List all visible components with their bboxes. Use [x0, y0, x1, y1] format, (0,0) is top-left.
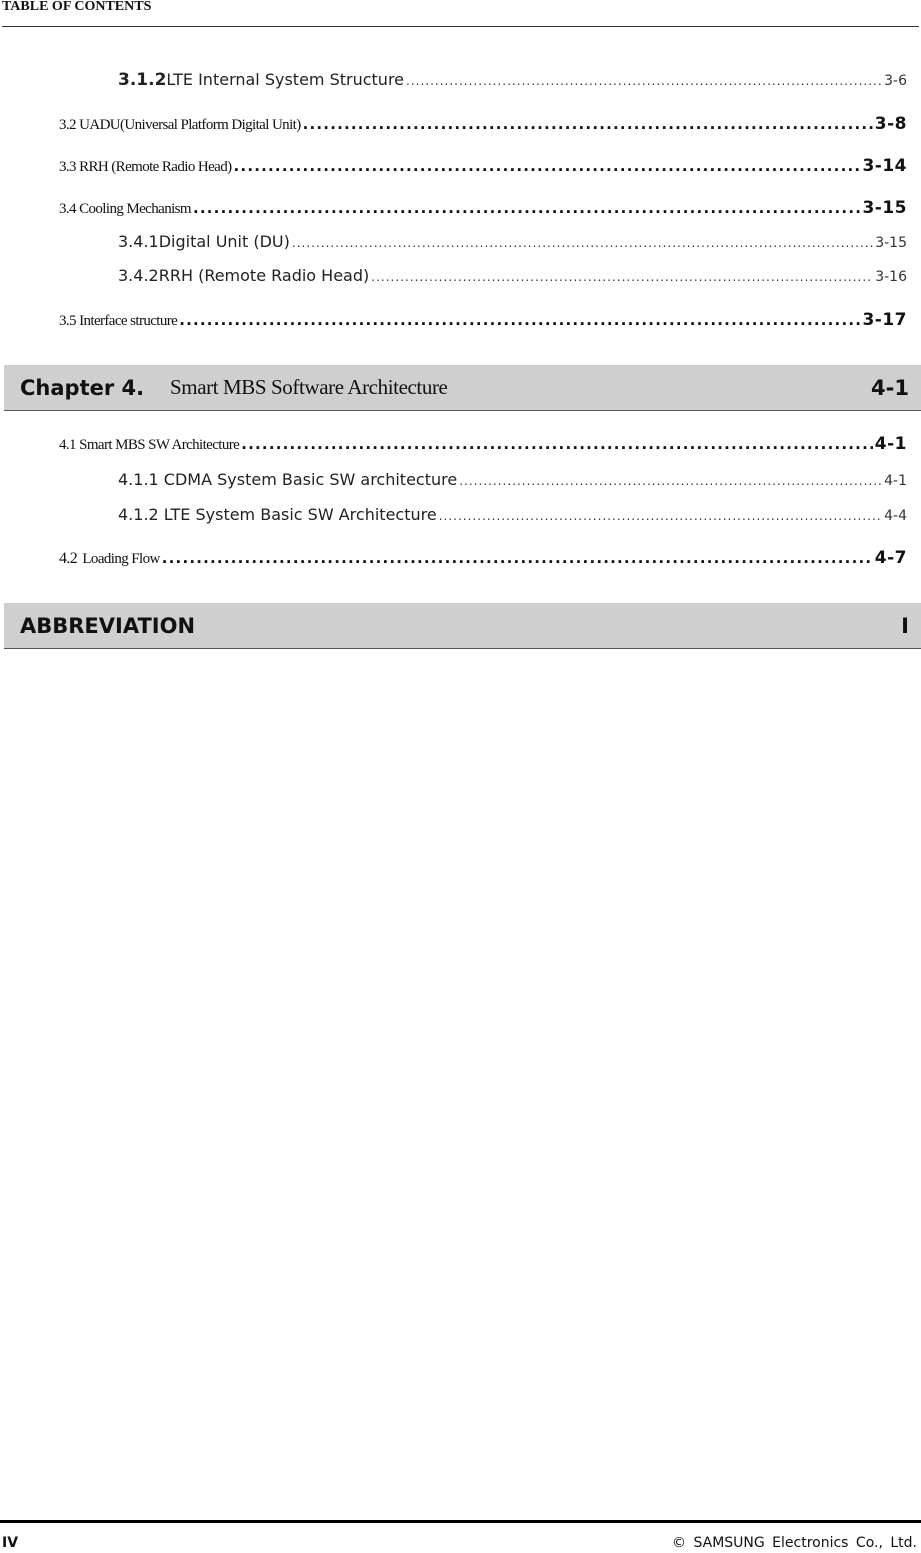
toc-entry-page: 3-17 [862, 310, 907, 330]
toc-entry-title: 4.1.1 CDMA System Basic SW architecture [118, 470, 458, 489]
footer-copyright: © SAMSUNG Electronics Co., Ltd. [672, 1535, 917, 1551]
chapter-4-heading[interactable] [4, 365, 921, 411]
toc-leader-dots [292, 236, 873, 250]
toc-entry-page: 4-1 [874, 434, 907, 454]
footer-page-number: IV [2, 1535, 19, 1551]
toc-leader-dots [179, 311, 860, 329]
header-title: TABLE OF CONTENTS [2, 0, 152, 14]
toc-entry-3-4[interactable] [59, 198, 907, 218]
toc-leader-dots [234, 157, 861, 175]
toc-leader-dots [371, 270, 873, 284]
toc-entry-page: 3-16 [875, 269, 907, 285]
toc-entry-number: 3.4.1 [118, 232, 159, 251]
page-footer [0, 1520, 921, 1553]
toc-entry-page: 4-1 [884, 473, 907, 489]
toc-entry-4-2[interactable] [59, 548, 907, 568]
toc-entry-3-3[interactable] [59, 156, 907, 176]
abbreviation-page: I [901, 613, 909, 638]
toc-leader-dots [303, 115, 873, 133]
toc-leader-dots [241, 435, 873, 453]
toc-entry-page: 3-15 [862, 198, 907, 218]
toc-entry-4-1-1[interactable] [118, 470, 907, 489]
toc-leader-dots [406, 74, 882, 88]
toc-leader-dots [439, 509, 882, 523]
toc-entry-page: 3-14 [862, 156, 907, 176]
toc-entry-page: 3-6 [884, 73, 907, 89]
chapter-page: 4-1 [871, 375, 909, 400]
toc-entry-page: 4-7 [874, 548, 907, 568]
toc-leader-dots [459, 474, 882, 488]
toc-entry-title: 4.1 Smart MBS SW Architecture [59, 437, 240, 453]
abbreviation-label: ABBREVIATION [20, 613, 196, 638]
toc-entry-3-5[interactable] [59, 310, 907, 330]
toc-entry-title: RRH (Remote Radio Head) [158, 266, 370, 285]
toc-entry-title: 3.5 Interface structure [59, 313, 178, 329]
toc-entry-page: 3-15 [875, 235, 907, 251]
toc-entry-title: Loading Flow [82, 551, 160, 567]
toc-leader-dots [162, 549, 873, 567]
running-header [2, 0, 919, 27]
toc-entry-number: 4.2 [59, 550, 78, 567]
toc-entry-3-4-2[interactable] [118, 266, 907, 285]
toc-entry-title: 3.2 UADU(Universal Platform Digital Unit) [59, 117, 301, 133]
chapter-title: Smart MBS Software Architecture [170, 375, 448, 399]
toc-entry-title: 4.1.2 LTE System Basic SW Architecture [118, 505, 437, 524]
toc-entry-3-2[interactable] [59, 114, 907, 134]
toc-entry-number: 3.4.2 [118, 266, 159, 285]
toc-entry-page: 3-8 [874, 114, 907, 134]
toc-leader-dots [193, 199, 860, 217]
toc-entry-title: 3.4 Cooling Mechanism [59, 201, 191, 217]
toc-entry-number: 3.1.2 [118, 70, 167, 90]
toc-entry-3-1-2[interactable] [118, 70, 907, 90]
toc-entry-title: 3.3 RRH (Remote Radio Head) [59, 159, 232, 175]
toc-entry-page: 4-4 [884, 508, 907, 524]
toc-entry-title: LTE Internal System Structure [166, 70, 405, 89]
toc-entry-4-1[interactable] [59, 434, 907, 454]
toc-entry-title: Digital Unit (DU) [158, 232, 290, 251]
chapter-label: Chapter 4. [20, 375, 145, 400]
toc-entry-4-1-2[interactable] [118, 505, 907, 524]
toc-entry-3-4-1[interactable] [118, 232, 907, 251]
abbreviation-heading[interactable] [4, 603, 921, 649]
